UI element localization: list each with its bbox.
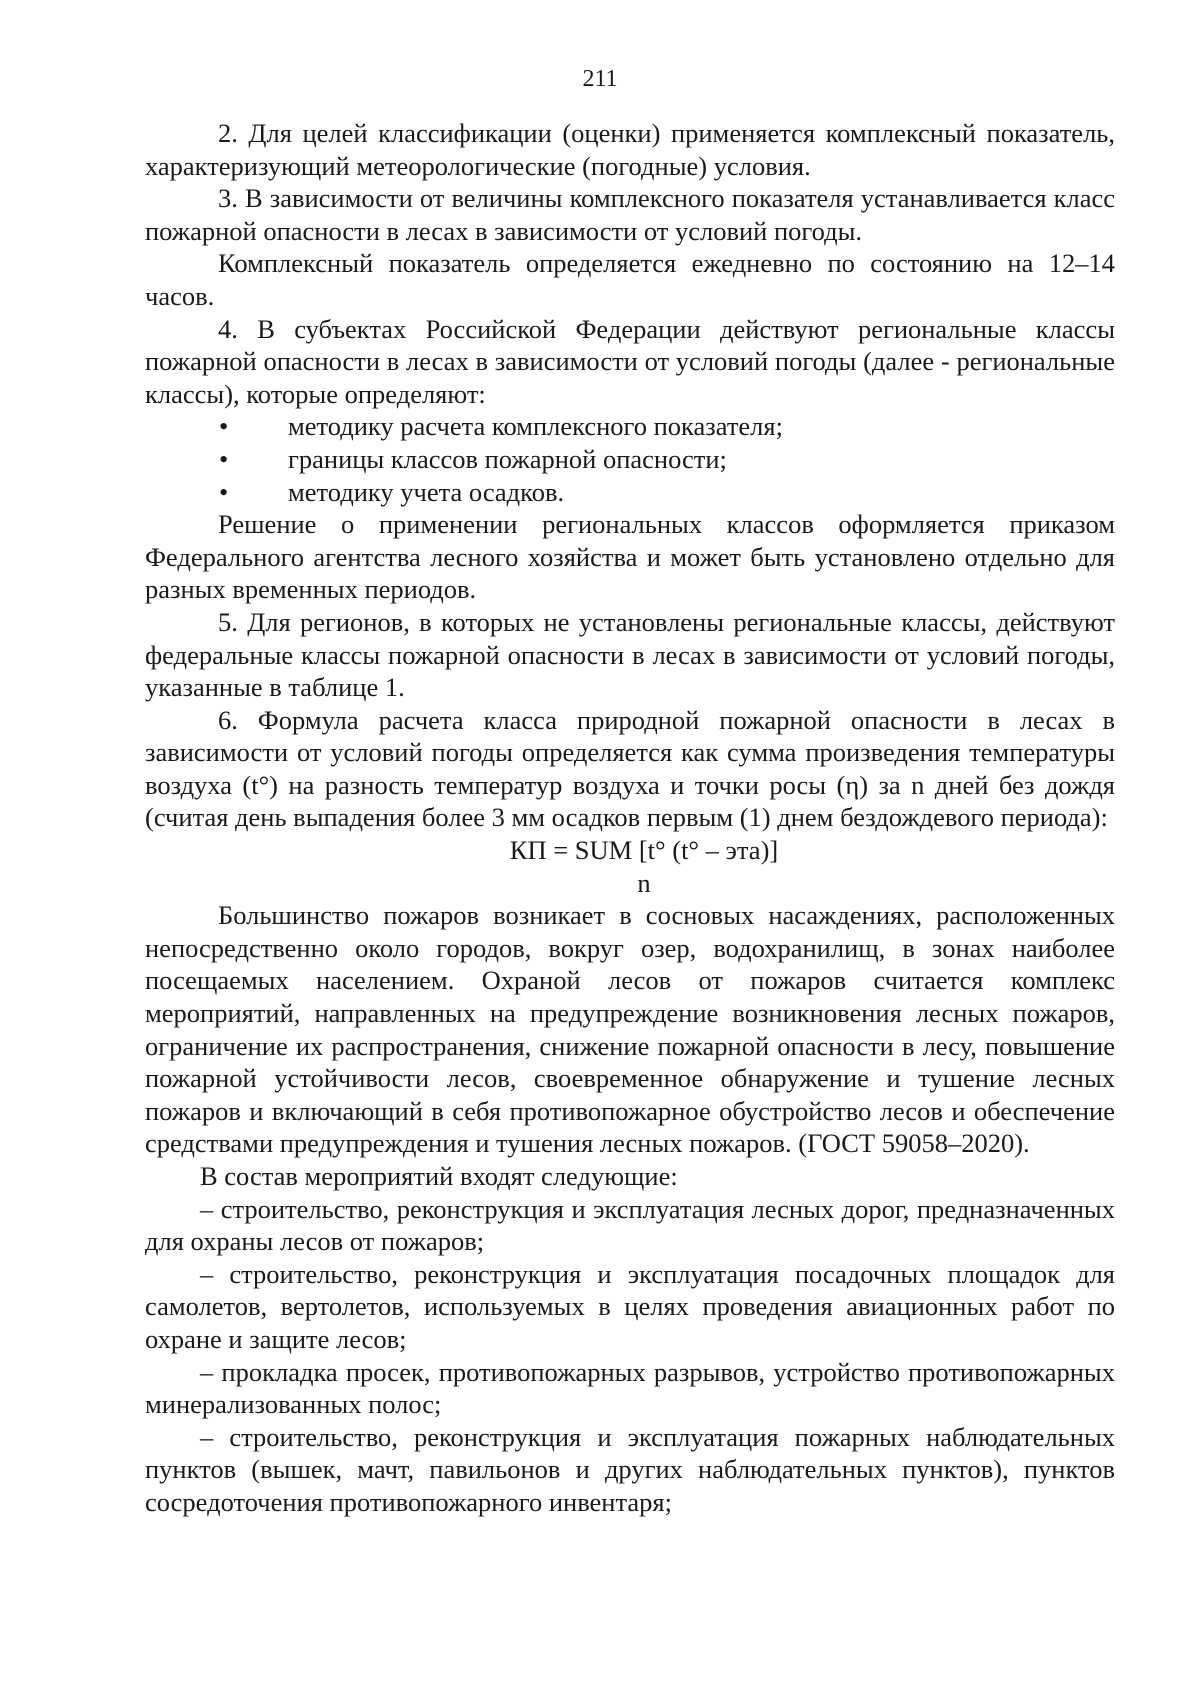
dash-item: – прокладка просек, противопожарных разрывов, устройство противопожарных минерализованных полос; (145, 1356, 1115, 1420)
paragraph-4-decision: Решение о применении региональных классов оформляется приказом Федерального агентства лесного хозяйства и может быть установлено отдельно для разных временных периодов. (145, 509, 1115, 605)
paragraph-8: В состав мероприятий входят следующие: (200, 1161, 678, 1191)
list-item-text: методику расчета комплексного показателя; (288, 411, 783, 442)
formula: КП = SUM [t° (t° – эта)] (509, 835, 779, 866)
bullet-list (145, 410, 1115, 508)
paragraph-3-continued: Комплексный показатель определяется ежедневно по состоянию на 12–14 часов. (145, 248, 1115, 311)
paragraph-6: 6. Формула расчета класса природной пожарной опасности в лесах в зависимости от условий погоды определяется как сумма произведения температуры воздуха (t°) на разность температур воздуха и точки росы (η) за n дней без дождя (считая день выпадения более 3 мм осадков первым (1) днем бездождевого периода): (145, 704, 1115, 833)
dash-item: – строительство, реконструкция и эксплуатация лесных дорог, предназначенных для охраны лесов от пожаров; (145, 1193, 1115, 1257)
list-item-text: границы классов пожарной опасности; (288, 443, 727, 474)
list-item (145, 410, 1115, 443)
list-item (145, 476, 1115, 509)
paragraph-4: 4. В субъектах Российской Федерации действуют региональные классы пожарной опасности в лесах в зависимости от условий погоды (далее - региональные классы), которые определяют: (145, 313, 1115, 409)
paragraph-5: 5. Для регионов, в которых не установлены региональные классы, действуют федеральные классы пожарной опасности в лесах в зависимости от условий погоды, указанные в таблице 1. (145, 606, 1115, 703)
dash-item: – строительство, реконструкция и эксплуатация пожарных наблюдательных пунктов (вышек, мачт, павильонов и других наблюдательных пунктов), пунктов сосредоточения противопожарного инвентаря; (145, 1421, 1115, 1517)
dash-item: – строительство, реконструкция и эксплуатация посадочных площадок для самолетов, вертолетов, используемых в целях проведения авиационных работ по охране и защите лесов; (145, 1258, 1115, 1354)
paragraph-2: 2. Для целей классификации (оценки) применяется комплексный показатель, характеризующий метеорологические (погодные) условия. (145, 118, 1115, 181)
bullet-icon: • (219, 411, 229, 442)
list-item-text: методику учета осадков. (288, 476, 565, 507)
bullet-icon: • (219, 443, 229, 474)
paragraph-7: Большинство пожаров возникает в сосновых насаждениях, расположенных непосредственно около городов, вокруг озер, водохранилищ, в зонах наиболее посещаемых населением. Охраной лесов от пожаров считается комплекс мероприятий, направленных на предупреждение возникновения лесных пожаров, ограничение их распространения, снижение пожарной опасности в лесу, повышение пожарной устойчивости лесов, своевременное обнаружение и тушение лесных пожаров и включающий в себя противопожарное обустройство лесов и обеспечение средствами предупреждения и тушения лесных пожаров. (ГОСТ 59058–2020). (145, 900, 1115, 1159)
document-body (145, 117, 1115, 1519)
page-number: 211 (582, 66, 618, 92)
paragraph-3: 3. В зависимости от величины комплексного показателя устанавливается класс пожарной опасности в лесах в зависимости от условий погоды. (145, 183, 1115, 246)
bullet-icon: • (219, 476, 229, 507)
formula-subscript: n (637, 867, 651, 898)
list-item (145, 443, 1115, 476)
